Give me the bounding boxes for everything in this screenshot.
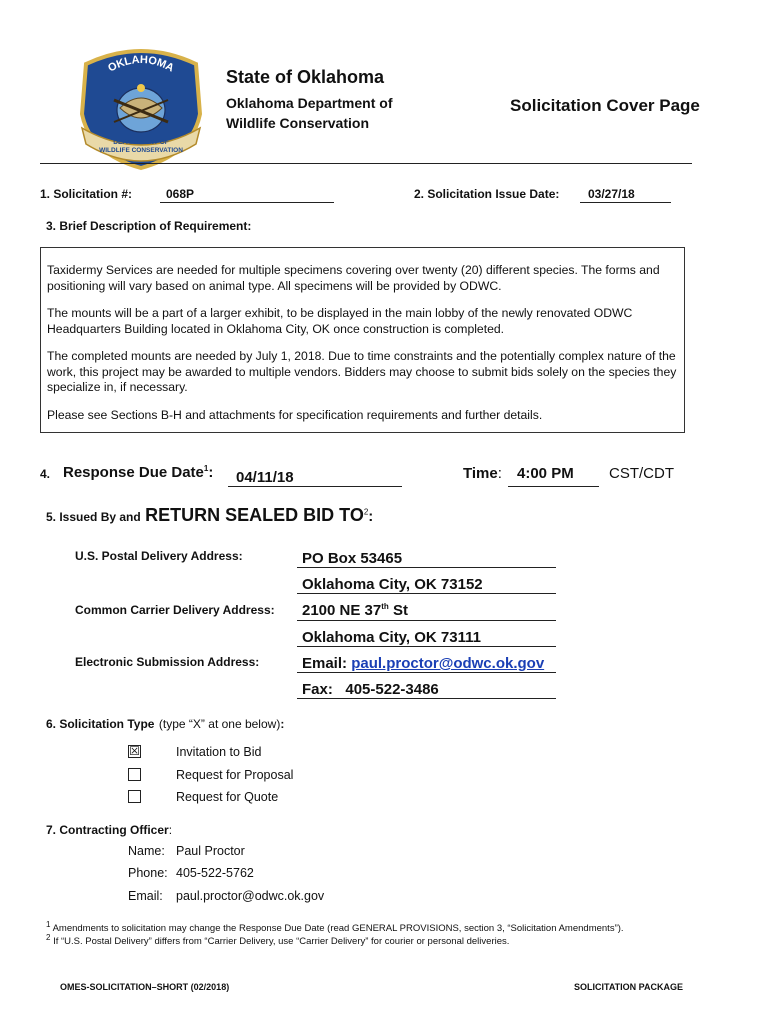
header-divider <box>40 163 692 164</box>
carrier-line1[interactable]: 2100 NE 37th St <box>302 602 408 619</box>
solicitation-number-label: 1. Solicitation #: <box>40 187 133 201</box>
option-request-for-proposal: Request for Proposal <box>176 768 294 782</box>
svg-text:DEPARTMENT OF: DEPARTMENT OF <box>113 139 169 146</box>
carrier-line1-underline <box>297 620 556 621</box>
department-name: Oklahoma Department of Wildlife Conservation <box>226 95 393 131</box>
svg-text:OKLAHOMA: OKLAHOMA <box>106 53 176 75</box>
description-paragraph: The completed mounts are needed by July 1, 2018. Due to time constraints and the potentially complex nature of the work, this project may be awarded to multiple vendors. Bidders may choose to submit bids solely on the species they specialize in, if necessary. <box>47 349 677 394</box>
officer-phone-label: Phone: <box>128 866 168 880</box>
option-request-for-quote: Request for Quote <box>176 790 279 804</box>
carrier-line2[interactable]: Oklahoma City, OK 73111 <box>302 629 481 646</box>
footnote-ref-2: 2 <box>363 507 369 517</box>
solicitation-number-underline <box>160 202 334 203</box>
electronic-label: Electronic Submission Address: <box>75 655 260 669</box>
postal-line1-underline <box>297 567 556 568</box>
fax-underline <box>297 698 556 699</box>
officer-name-label: Name: <box>128 844 165 858</box>
email-underline <box>297 672 556 673</box>
issue-date-label: 2. Solicitation Issue Date: <box>414 187 560 201</box>
footnote-ref-1: 1 <box>203 464 209 473</box>
checkbox-request-for-proposal[interactable] <box>128 768 141 781</box>
issue-date-value[interactable]: 03/27/18 <box>588 187 635 201</box>
postal-line2-underline <box>297 593 556 594</box>
page-title: Solicitation Cover Page <box>510 96 700 115</box>
carrier-label: Common Carrier Delivery Address: <box>75 603 275 617</box>
time-underline <box>508 486 599 487</box>
postal-line1[interactable]: PO Box 53465 <box>302 550 403 567</box>
officer-name-value: Paul Proctor <box>176 844 245 858</box>
officer-phone-value: 405-522-5762 <box>176 866 254 880</box>
description-box[interactable] <box>40 247 685 433</box>
email-line: Email: paul.proctor@odwc.ok.gov <box>302 655 545 672</box>
description-paragraph: The mounts will be a part of a larger exhibit, to be displayed in the main lobby of the newly renovated ODWC Headquarters Building located in Oklahoma City, OK once construction is completed. <box>47 306 633 336</box>
solicitation-number-value[interactable]: 068P <box>166 187 195 201</box>
response-due-date[interactable]: 04/11/18 <box>236 469 294 486</box>
footnote-1: $^1$ Amendments to solicitation may change the Response Due Date (read GENERAL PROVISIONS, section 3, “Solicitation Amendments”). <box>46 919 624 934</box>
checkbox-invitation-to-bid[interactable]: ☒ <box>129 744 140 758</box>
state-name: State of Oklahoma <box>226 67 385 87</box>
description-label: 3. Brief Description of Requirement: <box>46 219 252 233</box>
description-paragraph: Taxidermy Services are needed for multiple specimens covering over twenty (20) different species. The forms and positioning will vary based on animal type. All specimens will be provided by ODWC. <box>47 263 660 293</box>
issue-date-underline <box>580 202 671 203</box>
postal-label: U.S. Postal Delivery Address: <box>75 549 243 563</box>
option-invitation-to-bid: Invitation to Bid <box>176 745 262 759</box>
response-due-label: Response Due Date$^1$: <box>63 464 214 481</box>
officer-email-value[interactable]: paul.proctor@odwc.ok.gov <box>176 889 325 903</box>
footnote-2: $^2$ If “U.S. Postal Delivery” differs from “Carrier Delivery, use “Carrier Delivery” for courier or personal deliveries. <box>46 932 510 947</box>
email-link[interactable]: paul.proctor@odwc.ok.gov <box>351 655 545 672</box>
response-due-underline <box>228 486 402 487</box>
return-bid-heading: 5. Issued By and RETURN SEALED BID $TO^2$: <box>46 505 374 525</box>
contracting-officer-heading: 7. Contracting Officer: <box>46 823 173 837</box>
timezone: CST/CDT <box>609 465 674 482</box>
svg-text:WILDLIFE CONSERVATION: WILDLIFE CONSERVATION <box>99 147 183 154</box>
checkbox-request-for-quote[interactable] <box>128 790 141 803</box>
time-label: Time: <box>463 465 502 482</box>
time-value[interactable]: 4:00 PM <box>517 465 574 482</box>
footer-package-label: SOLICITATION PACKAGE <box>574 982 683 992</box>
solicitation-type-heading: 6. Solicitation Type (type “X” at one below): <box>46 717 285 731</box>
footer-form-id: OMES-SOLICITATION–SHORT (02/2018) <box>60 982 230 992</box>
description-paragraph: Please see Sections B-H and attachments for specification requirements and further details. <box>47 407 543 422</box>
officer-email-label: Email: <box>128 889 163 903</box>
carrier-line2-underline <box>297 646 556 647</box>
response-due-number: 4. <box>40 467 51 481</box>
fax-line[interactable]: Fax: 405-522-3486 <box>302 681 439 698</box>
postal-line2[interactable]: Oklahoma City, OK 73152 <box>302 576 483 593</box>
odwc-logo <box>72 44 210 172</box>
